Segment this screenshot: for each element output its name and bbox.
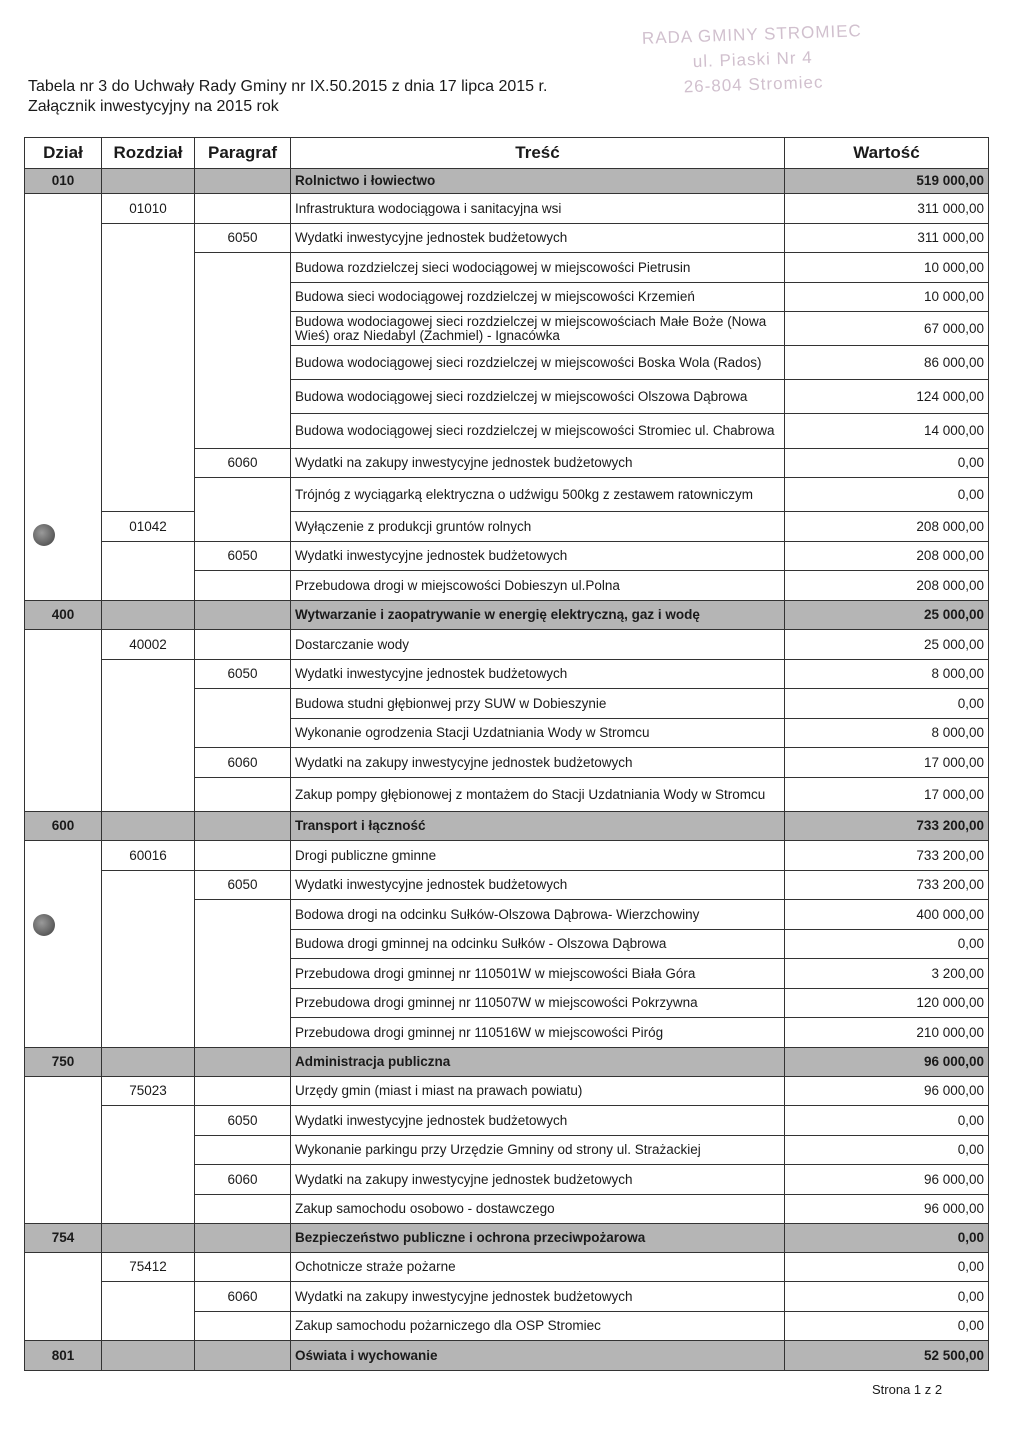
cell-dzial (25, 689, 102, 719)
cell-paragraf: 6050 (195, 1106, 291, 1136)
table-row-item (25, 989, 989, 1018)
table-row-item (25, 312, 989, 346)
table-row-item (25, 253, 989, 283)
cell-paragraf (195, 1195, 291, 1224)
cell-rozdzial (102, 542, 195, 571)
cell-paragraf (195, 1224, 291, 1253)
cell-tresc: Przebudowa drogi w miejscowości Dobieszyn ul.Polna (291, 571, 785, 601)
cell-dzial (25, 1253, 102, 1282)
stamp-line: RADA GMINY STROMIEC (641, 21, 863, 48)
cell-wartosc: 0,00 (785, 930, 989, 959)
document-header (28, 77, 547, 117)
cell-paragraf (195, 689, 291, 719)
cell-paragraf: 6050 (195, 871, 291, 900)
cell-paragraf (195, 512, 291, 542)
cell-tresc: Wydatki inwestycyjne jednostek budżetowych (291, 542, 785, 571)
cell-tresc: Wydatki inwestycyjne jednostek budżetowych (291, 871, 785, 900)
cell-rozdzial (102, 224, 195, 253)
cell-dzial (25, 748, 102, 778)
cell-wartosc: 0,00 (785, 478, 989, 512)
cell-rozdzial: 01042 (102, 512, 195, 542)
cell-dzial (25, 512, 102, 542)
cell-paragraf (195, 1136, 291, 1165)
table-row-rozdzial (25, 512, 989, 542)
cell-dzial (25, 719, 102, 748)
table-row-paragraf (25, 871, 989, 900)
cell-dzial (25, 841, 102, 871)
table-row-dzial (25, 169, 989, 194)
table-row-dzial (25, 1224, 989, 1253)
cell-rozdzial (102, 1106, 195, 1136)
cell-paragraf (195, 601, 291, 630)
cell-dzial: 750 (25, 1048, 102, 1077)
cell-tresc: Bezpieczeństwo publiczne i ochrona przeciwpożarowa (291, 1224, 785, 1253)
cell-dzial (25, 1077, 102, 1106)
table-row-dzial (25, 1048, 989, 1077)
cell-paragraf (195, 1018, 291, 1048)
cell-wartosc: 208 000,00 (785, 512, 989, 542)
table-row-paragraf (25, 660, 989, 689)
table-row-item (25, 346, 989, 380)
cell-tresc: Przebudowa drogi gminnej nr 110507W w miejscowości Pokrzywna (291, 989, 785, 1018)
table-row-dzial (25, 812, 989, 841)
cell-rozdzial (102, 871, 195, 900)
table-row-item (25, 689, 989, 719)
cell-tresc: Zakup pompy głębionowej z montażem do Stacji Uzdatniania Wody w Stromcu (291, 778, 785, 812)
cell-rozdzial: 75412 (102, 1253, 195, 1282)
table-row-item (25, 1312, 989, 1341)
cell-dzial (25, 194, 102, 224)
cell-wartosc: 14 000,00 (785, 414, 989, 449)
cell-dzial: 754 (25, 1224, 102, 1253)
cell-paragraf (195, 959, 291, 989)
cell-rozdzial: 01010 (102, 194, 195, 224)
table-row-item (25, 1136, 989, 1165)
cell-paragraf (195, 346, 291, 380)
cell-tresc: Ochotnicze straże pożarne (291, 1253, 785, 1282)
cell-tresc: Wydatki na zakupy inwestycyjne jednostek budżetowych (291, 1165, 785, 1195)
document-subtitle: Załącznik inwestycyjny na 2015 rok (28, 98, 279, 115)
table-row-item (25, 478, 989, 512)
cell-rozdzial (102, 1165, 195, 1195)
cell-paragraf (195, 414, 291, 449)
cell-tresc: Wydatki inwestycyjne jednostek budżetowych (291, 224, 785, 253)
cell-paragraf (195, 900, 291, 930)
cell-tresc: Przebudowa drogi gminnej nr 110516W w miejscowości Piróg (291, 1018, 785, 1048)
cell-tresc: Dostarczanie wody (291, 630, 785, 660)
table-row-dzial (25, 601, 989, 630)
table-row-item (25, 1195, 989, 1224)
cell-tresc: Urzędy gmin (miast i miast na prawach powiatu) (291, 1077, 785, 1106)
cell-rozdzial (102, 478, 195, 512)
table-row-rozdzial (25, 1077, 989, 1106)
cell-rozdzial (102, 253, 195, 283)
cell-wartosc: 208 000,00 (785, 542, 989, 571)
cell-rozdzial (102, 312, 195, 346)
table-row-paragraf (25, 542, 989, 571)
cell-dzial (25, 571, 102, 601)
header-tresc: Treść (291, 138, 785, 169)
stamp-line: ul. Piaski Nr 4 (692, 47, 813, 72)
cell-wartosc: 0,00 (785, 449, 989, 478)
cell-paragraf (195, 930, 291, 959)
investment-table (24, 137, 989, 1371)
stamp-line: 26-804 Stromiec (683, 72, 824, 97)
cell-tresc: Budowa studni głębionwej przy SUW w Dobieszynie (291, 689, 785, 719)
cell-paragraf: 6050 (195, 542, 291, 571)
cell-tresc: Drogi publiczne gminne (291, 841, 785, 871)
cell-tresc: Infrastruktura wodociągowa i sanitacyjna wsi (291, 194, 785, 224)
cell-paragraf (195, 312, 291, 346)
cell-rozdzial (102, 601, 195, 630)
table-row-item (25, 900, 989, 930)
cell-wartosc: 52 500,00 (785, 1341, 989, 1371)
table-header-row (25, 138, 989, 169)
table-row-item (25, 571, 989, 601)
cell-wartosc: 10 000,00 (785, 253, 989, 283)
cell-rozdzial (102, 1048, 195, 1077)
cell-wartosc: 0,00 (785, 1106, 989, 1136)
cell-tresc: Budowa wodociągowej sieci rozdzielczej w miejscowości Stromiec ul. Chabrowa (291, 414, 785, 449)
cell-tresc: Budowa rozdzielczej sieci wodociągowej w miejscowości Pietrusin (291, 253, 785, 283)
cell-dzial (25, 1106, 102, 1136)
table-row-rozdzial (25, 1253, 989, 1282)
cell-paragraf (195, 841, 291, 871)
table-row-dzial (25, 1341, 989, 1371)
cell-wartosc: 0,00 (785, 1312, 989, 1341)
cell-wartosc: 96 000,00 (785, 1048, 989, 1077)
cell-tresc: Wydatki inwestycyjne jednostek budżetowych (291, 660, 785, 689)
cell-dzial (25, 312, 102, 346)
cell-rozdzial (102, 449, 195, 478)
cell-wartosc: 0,00 (785, 1282, 989, 1312)
cell-rozdzial (102, 1018, 195, 1048)
cell-wartosc: 10 000,00 (785, 283, 989, 312)
cell-rozdzial (102, 1224, 195, 1253)
cell-rozdzial (102, 283, 195, 312)
cell-rozdzial (102, 959, 195, 989)
cell-wartosc: 733 200,00 (785, 812, 989, 841)
cell-wartosc: 400 000,00 (785, 900, 989, 930)
cell-paragraf (195, 812, 291, 841)
cell-dzial (25, 630, 102, 660)
cell-dzial (25, 1195, 102, 1224)
cell-dzial: 010 (25, 169, 102, 194)
cell-wartosc: 0,00 (785, 1224, 989, 1253)
cell-dzial (25, 660, 102, 689)
cell-wartosc: 96 000,00 (785, 1077, 989, 1106)
cell-tresc: Zakup samochodu osobowo - dostawczego (291, 1195, 785, 1224)
table-row-rozdzial (25, 194, 989, 224)
cell-rozdzial (102, 900, 195, 930)
cell-dzial (25, 414, 102, 449)
cell-tresc: Wydatki inwestycyjne jednostek budżetowych (291, 1106, 785, 1136)
cell-rozdzial (102, 380, 195, 414)
table-row-paragraf (25, 1165, 989, 1195)
cell-paragraf: 6050 (195, 224, 291, 253)
cell-tresc: Administracja publiczna (291, 1048, 785, 1077)
cell-dzial (25, 871, 102, 900)
table-row-item (25, 283, 989, 312)
cell-dzial: 600 (25, 812, 102, 841)
cell-paragraf (195, 630, 291, 660)
table-row-item (25, 930, 989, 959)
cell-wartosc: 311 000,00 (785, 224, 989, 253)
cell-wartosc: 0,00 (785, 1136, 989, 1165)
cell-wartosc: 8 000,00 (785, 719, 989, 748)
cell-tresc: Rolnictwo i łowiectwo (291, 169, 785, 194)
table-row-item (25, 959, 989, 989)
cell-rozdzial (102, 1341, 195, 1371)
cell-dzial (25, 1018, 102, 1048)
table-row-paragraf (25, 1106, 989, 1136)
table-row-rozdzial (25, 630, 989, 660)
cell-wartosc: 3 200,00 (785, 959, 989, 989)
cell-dzial (25, 1282, 102, 1312)
cell-paragraf: 6060 (195, 449, 291, 478)
table-body (25, 169, 989, 1371)
cell-dzial (25, 380, 102, 414)
cell-rozdzial (102, 1282, 195, 1312)
cell-tresc: Wykonanie parkingu przy Urzędzie Gmniny od strony ul. Strażackiej (291, 1136, 785, 1165)
cell-paragraf (195, 380, 291, 414)
cell-paragraf: 6060 (195, 748, 291, 778)
cell-wartosc: 96 000,00 (785, 1195, 989, 1224)
cell-dzial (25, 778, 102, 812)
cell-dzial (25, 930, 102, 959)
table-row-item (25, 778, 989, 812)
cell-paragraf: 6050 (195, 660, 291, 689)
cell-dzial (25, 1136, 102, 1165)
cell-wartosc: 96 000,00 (785, 1165, 989, 1195)
cell-rozdzial (102, 748, 195, 778)
header-paragraf: Paragraf (195, 138, 291, 169)
cell-wartosc: 124 000,00 (785, 380, 989, 414)
cell-rozdzial (102, 689, 195, 719)
cell-dzial (25, 1165, 102, 1195)
cell-paragraf (195, 169, 291, 194)
page-number: Strona 1 z 2 (872, 1382, 943, 1397)
cell-rozdzial (102, 719, 195, 748)
header-rozdzial: Rozdział (102, 138, 195, 169)
cell-rozdzial (102, 778, 195, 812)
cell-rozdzial (102, 346, 195, 380)
table-row-paragraf (25, 449, 989, 478)
cell-rozdzial (102, 169, 195, 194)
cell-dzial: 400 (25, 601, 102, 630)
cell-tresc: Zakup samochodu pożarniczego dla OSP Stromiec (291, 1312, 785, 1341)
cell-tresc: Budowa sieci wodociągowej rozdzielczej w miejscowości Krzemień (291, 283, 785, 312)
cell-tresc: Wydatki na zakupy inwestycyjne jednostek budżetowych (291, 748, 785, 778)
cell-tresc: Wytwarzanie i zaopatrywanie w energię elektryczną, gaz i wodę (291, 601, 785, 630)
cell-rozdzial (102, 1136, 195, 1165)
cell-wartosc: 67 000,00 (785, 312, 989, 346)
cell-paragraf (195, 478, 291, 512)
cell-dzial (25, 900, 102, 930)
header-dzial: Dział (25, 138, 102, 169)
cell-dzial (25, 253, 102, 283)
cell-wartosc: 25 000,00 (785, 630, 989, 660)
cell-rozdzial (102, 930, 195, 959)
cell-rozdzial (102, 571, 195, 601)
cell-tresc: Transport i łączność (291, 812, 785, 841)
office-stamp (627, 18, 880, 117)
cell-paragraf (195, 194, 291, 224)
cell-paragraf (195, 989, 291, 1018)
table-row-item (25, 414, 989, 449)
header-wartosc: Wartość (785, 138, 989, 169)
cell-rozdzial (102, 1312, 195, 1341)
cell-tresc: Wydatki na zakupy inwestycyjne jednostek budżetowych (291, 1282, 785, 1312)
cell-tresc: Trójnóg z wyciągarką elektryczna o udźwigu 500kg z zestawem ratowniczym (291, 478, 785, 512)
cell-wartosc: 86 000,00 (785, 346, 989, 380)
cell-wartosc: 519 000,00 (785, 169, 989, 194)
cell-paragraf (195, 571, 291, 601)
cell-tresc: Wykonanie ogrodzenia Stacji Uzdatniania Wody w Stromcu (291, 719, 785, 748)
cell-tresc: Wyłączenie z produkcji gruntów rolnych (291, 512, 785, 542)
table-row-rozdzial (25, 841, 989, 871)
cell-wartosc: 8 000,00 (785, 660, 989, 689)
cell-paragraf (195, 719, 291, 748)
cell-dzial (25, 959, 102, 989)
table-row-paragraf (25, 224, 989, 253)
cell-rozdzial: 60016 (102, 841, 195, 871)
cell-paragraf (195, 1077, 291, 1106)
cell-wartosc: 210 000,00 (785, 1018, 989, 1048)
cell-wartosc: 17 000,00 (785, 778, 989, 812)
cell-dzial (25, 346, 102, 380)
cell-wartosc: 17 000,00 (785, 748, 989, 778)
cell-dzial (25, 478, 102, 512)
cell-dzial (25, 542, 102, 571)
cell-paragraf: 6060 (195, 1282, 291, 1312)
cell-paragraf (195, 1341, 291, 1371)
cell-paragraf (195, 1048, 291, 1077)
cell-tresc: Budowa wodociągowej sieci rozdzielczej w miejscowości Olszowa Dąbrowa (291, 380, 785, 414)
document-title: Tabela nr 3 do Uchwały Rady Gminy nr IX.50.2015 z dnia 17 lipca 2015 r. (28, 78, 548, 95)
cell-paragraf (195, 1312, 291, 1341)
cell-paragraf: 6060 (195, 1165, 291, 1195)
cell-wartosc: 120 000,00 (785, 989, 989, 1018)
cell-paragraf (195, 253, 291, 283)
cell-paragraf (195, 283, 291, 312)
cell-wartosc: 0,00 (785, 1253, 989, 1282)
cell-paragraf (195, 778, 291, 812)
cell-dzial (25, 224, 102, 253)
cell-tresc: Bodowa drogi na odcinku Sułków-Olszowa Dąbrowa- Wierzchowiny (291, 900, 785, 930)
cell-wartosc: 311 000,00 (785, 194, 989, 224)
table-row-item (25, 1018, 989, 1048)
cell-dzial (25, 283, 102, 312)
cell-dzial: 801 (25, 1341, 102, 1371)
cell-wartosc: 25 000,00 (785, 601, 989, 630)
cell-rozdzial (102, 414, 195, 449)
cell-rozdzial (102, 1195, 195, 1224)
cell-dzial (25, 1312, 102, 1341)
cell-wartosc: 0,00 (785, 689, 989, 719)
cell-rozdzial: 75023 (102, 1077, 195, 1106)
cell-tresc: Wydatki na zakupy inwestycyjne jednostek budżetowych (291, 449, 785, 478)
cell-rozdzial: 40002 (102, 630, 195, 660)
table-row-item (25, 380, 989, 414)
cell-wartosc: 733 200,00 (785, 841, 989, 871)
table-row-paragraf (25, 1282, 989, 1312)
cell-tresc: Przebudowa drogi gminnej nr 110501W w miejscowości Biała Góra (291, 959, 785, 989)
cell-rozdzial (102, 989, 195, 1018)
cell-dzial (25, 989, 102, 1018)
cell-tresc: Oświata i wychowanie (291, 1341, 785, 1371)
cell-rozdzial (102, 812, 195, 841)
table-row-paragraf (25, 748, 989, 778)
cell-tresc: Budowa wodociagowej sieci rozdzielczej w miejscowościach Małe Boże (Nowa Wieś) oraz Niedabyl (Zachmiel) - Ignacówka (291, 312, 785, 346)
cell-wartosc: 208 000,00 (785, 571, 989, 601)
cell-tresc: Budowa drogi gminnej na odcinku Sułków - Olszowa Dąbrowa (291, 930, 785, 959)
cell-paragraf (195, 1253, 291, 1282)
cell-wartosc: 733 200,00 (785, 871, 989, 900)
cell-rozdzial (102, 660, 195, 689)
table-row-item (25, 719, 989, 748)
cell-dzial (25, 449, 102, 478)
cell-tresc: Budowa wodociągowej sieci rozdzielczej w miejscowości Boska Wola (Rados) (291, 346, 785, 380)
